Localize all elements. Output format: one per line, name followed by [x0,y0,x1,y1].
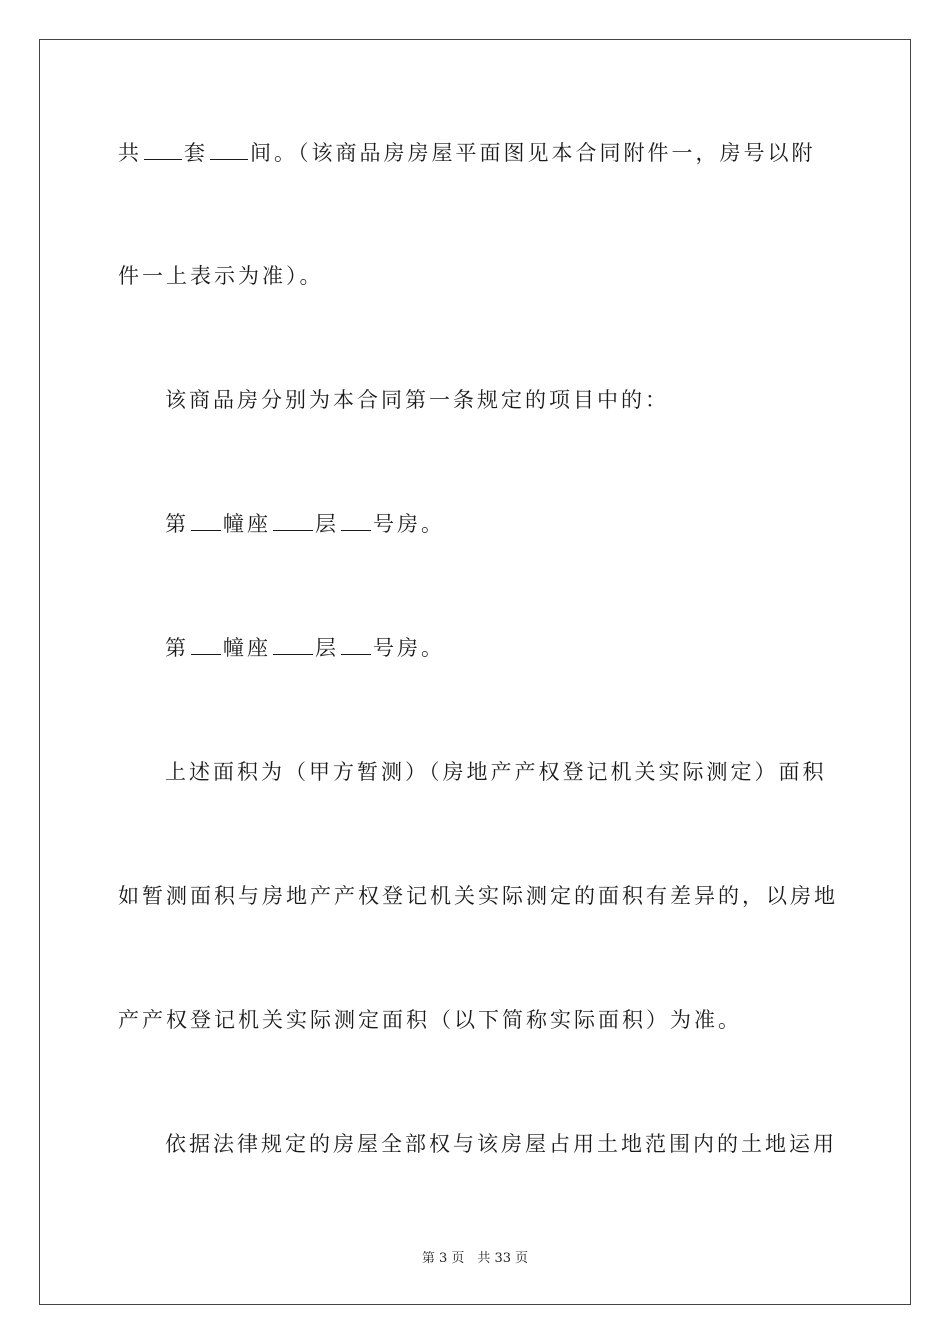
fill-blank [210,141,248,160]
paragraph-line-5 [165,634,835,662]
fill-blank [144,141,182,160]
paragraph-line-9: 依据法律规定的房屋全部权与该房屋占用土地范围内的土地运用 [165,1132,837,1156]
text-segment: 间。（该商品房房屋平面图见本合同附件一，房号以附 [250,141,816,165]
paragraph-line-8: 产产权登记机关实际测定面积（以下简称实际面积）为准。 [118,1008,742,1032]
paragraph-line-1 [118,139,834,167]
page-border [39,39,911,1305]
paragraph-line-2: 件一上表示为准）。 [118,264,324,288]
paragraph-line-6: 上述面积为（甲方暂测）（房地产产权登记机关实际测定）面积 [165,760,827,784]
fill-blank [341,512,371,531]
text-segment: 第 [165,512,189,536]
paragraph-line-3: 该商品房分别为本合同第一条规定的项目中的： [165,388,669,412]
paragraph-line-4 [165,510,835,538]
fill-blank [273,512,313,531]
fill-blank [191,512,221,531]
fill-blank [191,636,221,655]
text-segment: 共 [118,141,142,165]
text-segment: 套 [184,141,208,165]
text-segment: 号房。 [373,636,445,660]
page-number-footer: 第 3 页 共 33 页 [421,1251,529,1266]
text-segment: 幢座 [223,636,271,660]
text-segment: 第 [165,636,189,660]
text-segment: 幢座 [223,512,271,536]
text-segment: 号房。 [373,512,445,536]
text-segment: 层 [315,636,339,660]
text-segment: 层 [315,512,339,536]
paragraph-line-7: 如暂测面积与房地产产权登记机关实际测定的面积有差异的，以房地 [118,884,838,908]
fill-blank [273,636,313,655]
fill-blank [341,636,371,655]
